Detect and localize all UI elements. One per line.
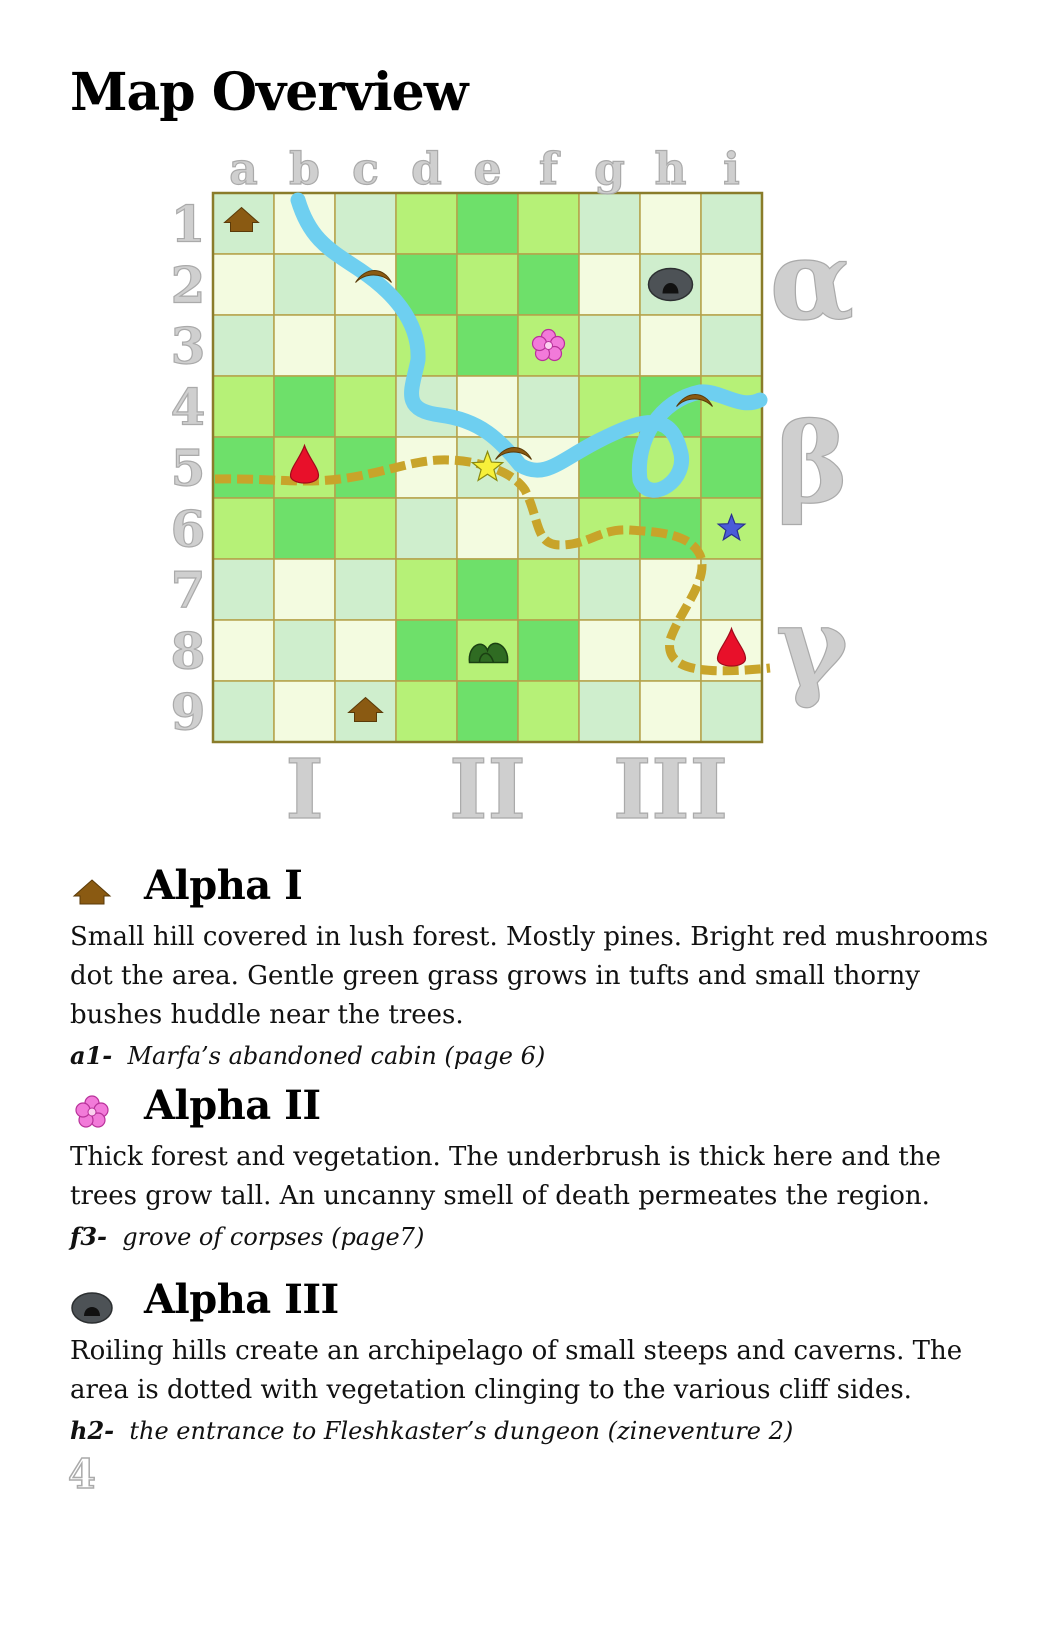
map-cell-b8	[274, 620, 335, 681]
row-number-9: 9	[170, 682, 206, 742]
map-cell-c8	[335, 620, 396, 681]
map-cell-c4	[335, 376, 396, 437]
runes	[770, 216, 855, 711]
map-cell-i3	[701, 315, 762, 376]
region-numeral-3: III	[612, 742, 729, 838]
map-cell-i5	[701, 437, 762, 498]
section-note	[70, 1037, 990, 1075]
column-letter-h: h	[654, 144, 687, 195]
map-cell-i7	[701, 559, 762, 620]
map-cell-a5	[213, 437, 274, 498]
map-cell-i1	[701, 193, 762, 254]
map-cell-b9	[274, 681, 335, 742]
page-number	[66, 1450, 106, 1496]
rune-3: γ	[775, 581, 849, 711]
row-number-8: 8	[170, 621, 206, 681]
note-code: h2-	[70, 1416, 115, 1445]
column-letter-a: a	[229, 144, 258, 195]
section-alpha-2	[70, 1082, 990, 1256]
column-letter-g: g	[594, 144, 625, 195]
map-cell-c1	[335, 193, 396, 254]
map-cell-a4	[213, 376, 274, 437]
map-cell-a3	[213, 315, 274, 376]
cabin-icon	[70, 872, 114, 912]
column-letter-e: e	[473, 144, 502, 195]
cave-icon	[649, 269, 693, 301]
section-text: Thick forest and vegetation. The underbrush is thick here and the trees grow tall. An uncanny smell of death permeates the region.	[70, 1142, 941, 1211]
map-cell-f6	[518, 498, 579, 559]
map-cell-f9	[518, 681, 579, 742]
column-letter-c: c	[352, 144, 379, 195]
map-cell-d7	[396, 559, 457, 620]
flower-icon	[70, 1092, 114, 1132]
map-cell-g3	[579, 315, 640, 376]
map-cell-c3	[335, 315, 396, 376]
note-code: a1-	[70, 1041, 113, 1070]
map-cell-e3	[457, 315, 518, 376]
map-cell-f7	[518, 559, 579, 620]
map-cell-a8	[213, 620, 274, 681]
section-alpha-3	[70, 1276, 990, 1450]
map-cell-g1	[579, 193, 640, 254]
page-title: Map Overview	[70, 62, 468, 123]
map-cell-a9	[213, 681, 274, 742]
row-number-3: 3	[170, 316, 206, 376]
rune-2: β	[775, 398, 849, 528]
note-text: Marfa’s abandoned cabin (page 6)	[127, 1042, 546, 1070]
map-cell-a2	[213, 254, 274, 315]
section-title: Alpha II	[144, 1082, 321, 1129]
map-cell-b6	[274, 498, 335, 559]
map-cell-e9	[457, 681, 518, 742]
map-cell-h3	[640, 315, 701, 376]
map-cell-c5	[335, 437, 396, 498]
map-cell-g7	[579, 559, 640, 620]
column-letter-d: d	[411, 144, 442, 195]
cave-icon	[70, 1286, 114, 1326]
map-cell-d1	[396, 193, 457, 254]
column-letter-i: i	[723, 144, 740, 195]
section-text: Small hill covered in lush forest. Mostly pines. Bright red mushrooms dot the area. Gentle green grass grows in tufts and small thorny bushes huddle near the trees.	[70, 922, 989, 1030]
map-cell-h1	[640, 193, 701, 254]
row-number-7: 7	[170, 560, 206, 620]
map-cell-e2	[457, 254, 518, 315]
section-title: Alpha I	[144, 862, 303, 909]
note-text: the entrance to Fleshkaster’s dungeon (zineventure 2)	[129, 1417, 794, 1445]
map-cell-i9	[701, 681, 762, 742]
map-cell-f2	[518, 254, 579, 315]
section-title: Alpha III	[144, 1276, 339, 1323]
column-letter-f: f	[539, 144, 558, 195]
region-numeral-1: I	[285, 742, 324, 838]
map-cell-f4	[518, 376, 579, 437]
row-number-6: 6	[170, 499, 206, 559]
map-cell-c6	[335, 498, 396, 559]
row-number-5: 5	[170, 438, 206, 498]
row-number-1: 1	[170, 194, 206, 254]
note-code: f3-	[70, 1222, 107, 1251]
row-numbers	[171, 195, 206, 742]
map-cell-f8	[518, 620, 579, 681]
map-cell-g8	[579, 620, 640, 681]
map-cell-h9	[640, 681, 701, 742]
section-note	[70, 1218, 990, 1256]
region-numeral-2: II	[449, 742, 526, 838]
section-alpha-1	[70, 862, 990, 1075]
page-number-text: 4	[68, 1451, 96, 1496]
map-cell-b7	[274, 559, 335, 620]
column-letter-b: b	[289, 144, 320, 195]
map-cell-f1	[518, 193, 579, 254]
map-cell-d6	[396, 498, 457, 559]
note-text: grove of corpses (page7)	[122, 1223, 425, 1251]
map-cell-g2	[579, 254, 640, 315]
row-number-2: 2	[170, 255, 206, 315]
map-cell-b4	[274, 376, 335, 437]
map-cell-e1	[457, 193, 518, 254]
section-text: Roiling hills create an archipelago of small steeps and caverns. The area is dotted with vegetation clinging to the various cliff sides.	[70, 1336, 963, 1405]
column-letters	[229, 144, 740, 195]
map-cell-i2	[701, 254, 762, 315]
map-cell-d8	[396, 620, 457, 681]
map-cell-c7	[335, 559, 396, 620]
map-cell-g9	[579, 681, 640, 742]
map-cell-e6	[457, 498, 518, 559]
row-number-4: 4	[170, 377, 206, 437]
map-cell-e7	[457, 559, 518, 620]
map-cell-d9	[396, 681, 457, 742]
map-cell-a7	[213, 559, 274, 620]
rune-1: α	[769, 215, 855, 345]
map-cell-b2	[274, 254, 335, 315]
map-cell-b3	[274, 315, 335, 376]
section-note	[70, 1412, 990, 1450]
map-cell-a6	[213, 498, 274, 559]
region-numerals	[285, 742, 728, 838]
